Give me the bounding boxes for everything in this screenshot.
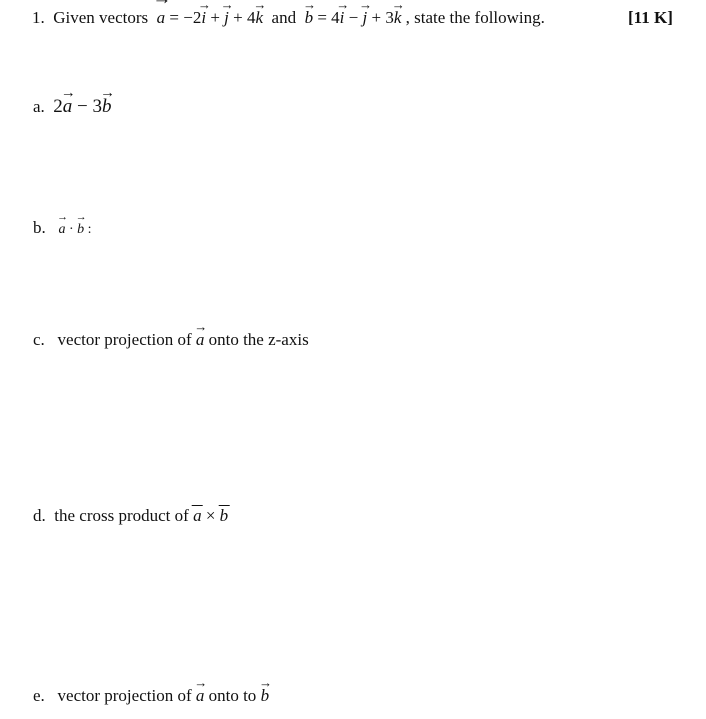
question-1-line xyxy=(32,8,545,28)
vector-a-eq: = −2 xyxy=(165,8,202,27)
part-e-vec-a: → a xyxy=(196,686,205,706)
part-b-vec-a: → a xyxy=(59,220,66,240)
part-c-text1: vector projection of xyxy=(57,330,196,349)
part-c-label: c. xyxy=(33,330,45,349)
part-d xyxy=(33,506,228,526)
part-d-label: d. xyxy=(33,506,46,525)
vector-b-eq: = 4 xyxy=(313,8,340,27)
unit-i-2: → i xyxy=(340,8,345,28)
unit-k-2: → k xyxy=(394,8,402,28)
question-tail: , state the following. xyxy=(401,8,545,27)
part-b-colon: : xyxy=(84,222,92,237)
unit-i: → i xyxy=(201,8,206,28)
and-word: and xyxy=(271,8,297,27)
unit-j: → j xyxy=(224,8,229,28)
part-c xyxy=(33,330,309,350)
part-a xyxy=(33,97,112,117)
question-intro: Given vectors xyxy=(53,8,149,27)
marks-label: [11 K] xyxy=(628,8,673,27)
part-e xyxy=(33,686,269,706)
part-a-coef: 2 xyxy=(53,96,63,117)
part-c-text2: onto the z-axis xyxy=(204,330,309,349)
part-e-text2: onto to xyxy=(204,686,261,705)
part-b-label: b. xyxy=(33,218,46,237)
part-b xyxy=(33,218,92,240)
part-b-vec-b: → b xyxy=(77,220,84,240)
part-d-vec-b: b xyxy=(219,506,229,525)
part-b-dot: · xyxy=(65,222,78,237)
unit-j-2: → j xyxy=(363,8,368,28)
plus-sign: + xyxy=(206,8,225,27)
plus-three: + 3 xyxy=(367,8,394,27)
question-number: 1. xyxy=(32,8,45,27)
part-a-label: a. xyxy=(33,97,45,116)
part-e-text1: vector projection of xyxy=(57,686,196,705)
part-a-vec-a: → a xyxy=(63,97,73,117)
vector-b-symbol: → b xyxy=(305,8,314,28)
plus-four: + 4 xyxy=(228,8,256,27)
part-d-vec-a: a xyxy=(193,506,202,525)
part-d-text1: the cross product of xyxy=(54,506,194,525)
part-e-label: e. xyxy=(33,686,45,705)
minus-sign: − xyxy=(344,8,363,27)
part-a-vec-b: → b xyxy=(102,97,112,117)
vector-a-symbol: → a xyxy=(157,8,166,28)
part-c-vec-a: → a xyxy=(196,330,205,350)
part-e-vec-b: → b xyxy=(261,686,270,706)
unit-k: → k xyxy=(255,8,263,28)
part-d-times: × xyxy=(201,506,220,525)
part-a-minus: − 3 xyxy=(72,96,103,117)
